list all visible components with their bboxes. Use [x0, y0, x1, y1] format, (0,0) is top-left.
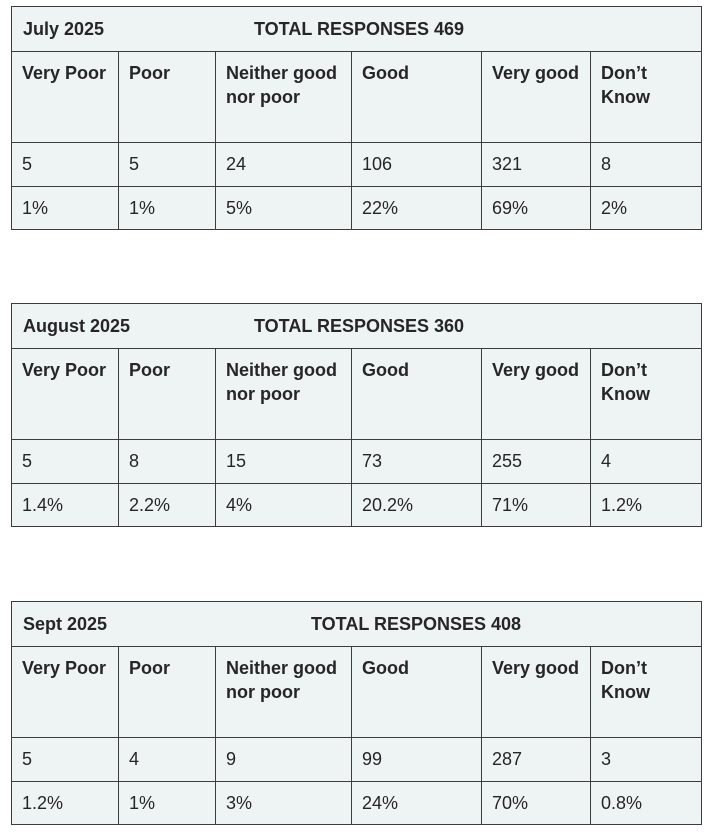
count-cell: 5: [12, 440, 119, 484]
header-dont-know: Don’t Know: [591, 52, 702, 143]
survey-table-august: [11, 303, 702, 527]
header-neither: Neither good nor poor: [216, 52, 352, 143]
percent-row: [12, 187, 702, 230]
month-label: July 2025: [23, 19, 105, 39]
percent-cell: 2.2%: [119, 484, 216, 527]
header-poor: Poor: [119, 647, 216, 738]
header-very-good: Very good: [482, 647, 591, 738]
table-title-row: [12, 304, 702, 349]
count-cell: 73: [352, 440, 482, 484]
rating-header-row: [12, 349, 702, 440]
count-cell: 99: [352, 738, 482, 782]
count-cell: 4: [591, 440, 702, 484]
survey-table-sept: [11, 601, 702, 825]
percent-cell: 20.2%: [352, 484, 482, 527]
percent-cell: 3%: [216, 782, 352, 825]
total-responses: TOTAL RESPONSES 469: [254, 19, 465, 39]
count-cell: 8: [591, 143, 702, 187]
percent-cell: 69%: [482, 187, 591, 230]
header-very-poor: Very Poor: [12, 349, 119, 440]
count-row: [12, 738, 702, 782]
percent-cell: 0.8%: [591, 782, 702, 825]
percent-cell: 71%: [482, 484, 591, 527]
rating-header-row: [12, 647, 702, 738]
count-cell: 287: [482, 738, 591, 782]
header-dont-know: Don’t Know: [591, 349, 702, 440]
percent-row: [12, 782, 702, 825]
header-neither: Neither good nor poor: [216, 647, 352, 738]
percent-cell: 1%: [12, 187, 119, 230]
table-title-row: [12, 602, 702, 647]
count-cell: 5: [119, 143, 216, 187]
count-row: [12, 143, 702, 187]
count-row: [12, 440, 702, 484]
month-label: Sept 2025: [23, 614, 108, 634]
percent-cell: 1%: [119, 782, 216, 825]
header-neither: Neither good nor poor: [216, 349, 352, 440]
header-very-poor: Very Poor: [12, 647, 119, 738]
header-very-good: Very good: [482, 349, 591, 440]
count-cell: 5: [12, 143, 119, 187]
header-very-poor: Very Poor: [12, 52, 119, 143]
header-poor: Poor: [119, 349, 216, 440]
count-cell: 24: [216, 143, 352, 187]
header-good: Good: [352, 52, 482, 143]
percent-cell: 1.4%: [12, 484, 119, 527]
count-cell: 5: [12, 738, 119, 782]
percent-row: [12, 484, 702, 527]
header-poor: Poor: [119, 52, 216, 143]
count-cell: 255: [482, 440, 591, 484]
header-dont-know: Don’t Know: [591, 647, 702, 738]
count-cell: 321: [482, 143, 591, 187]
percent-cell: 70%: [482, 782, 591, 825]
count-cell: 8: [119, 440, 216, 484]
percent-cell: 5%: [216, 187, 352, 230]
month-label: August 2025: [23, 316, 131, 336]
count-cell: 9: [216, 738, 352, 782]
header-good: Good: [352, 647, 482, 738]
count-cell: 3: [591, 738, 702, 782]
percent-cell: 1.2%: [591, 484, 702, 527]
total-responses: TOTAL RESPONSES 408: [311, 614, 522, 634]
percent-cell: 1.2%: [12, 782, 119, 825]
percent-cell: 2%: [591, 187, 702, 230]
count-cell: 106: [352, 143, 482, 187]
survey-table-july: [11, 6, 702, 230]
count-cell: 15: [216, 440, 352, 484]
count-cell: 4: [119, 738, 216, 782]
table-title-row: [12, 7, 702, 52]
percent-cell: 22%: [352, 187, 482, 230]
header-good: Good: [352, 349, 482, 440]
percent-cell: 4%: [216, 484, 352, 527]
rating-header-row: [12, 52, 702, 143]
header-very-good: Very good: [482, 52, 591, 143]
percent-cell: 1%: [119, 187, 216, 230]
total-responses: TOTAL RESPONSES 360: [254, 316, 465, 336]
percent-cell: 24%: [352, 782, 482, 825]
